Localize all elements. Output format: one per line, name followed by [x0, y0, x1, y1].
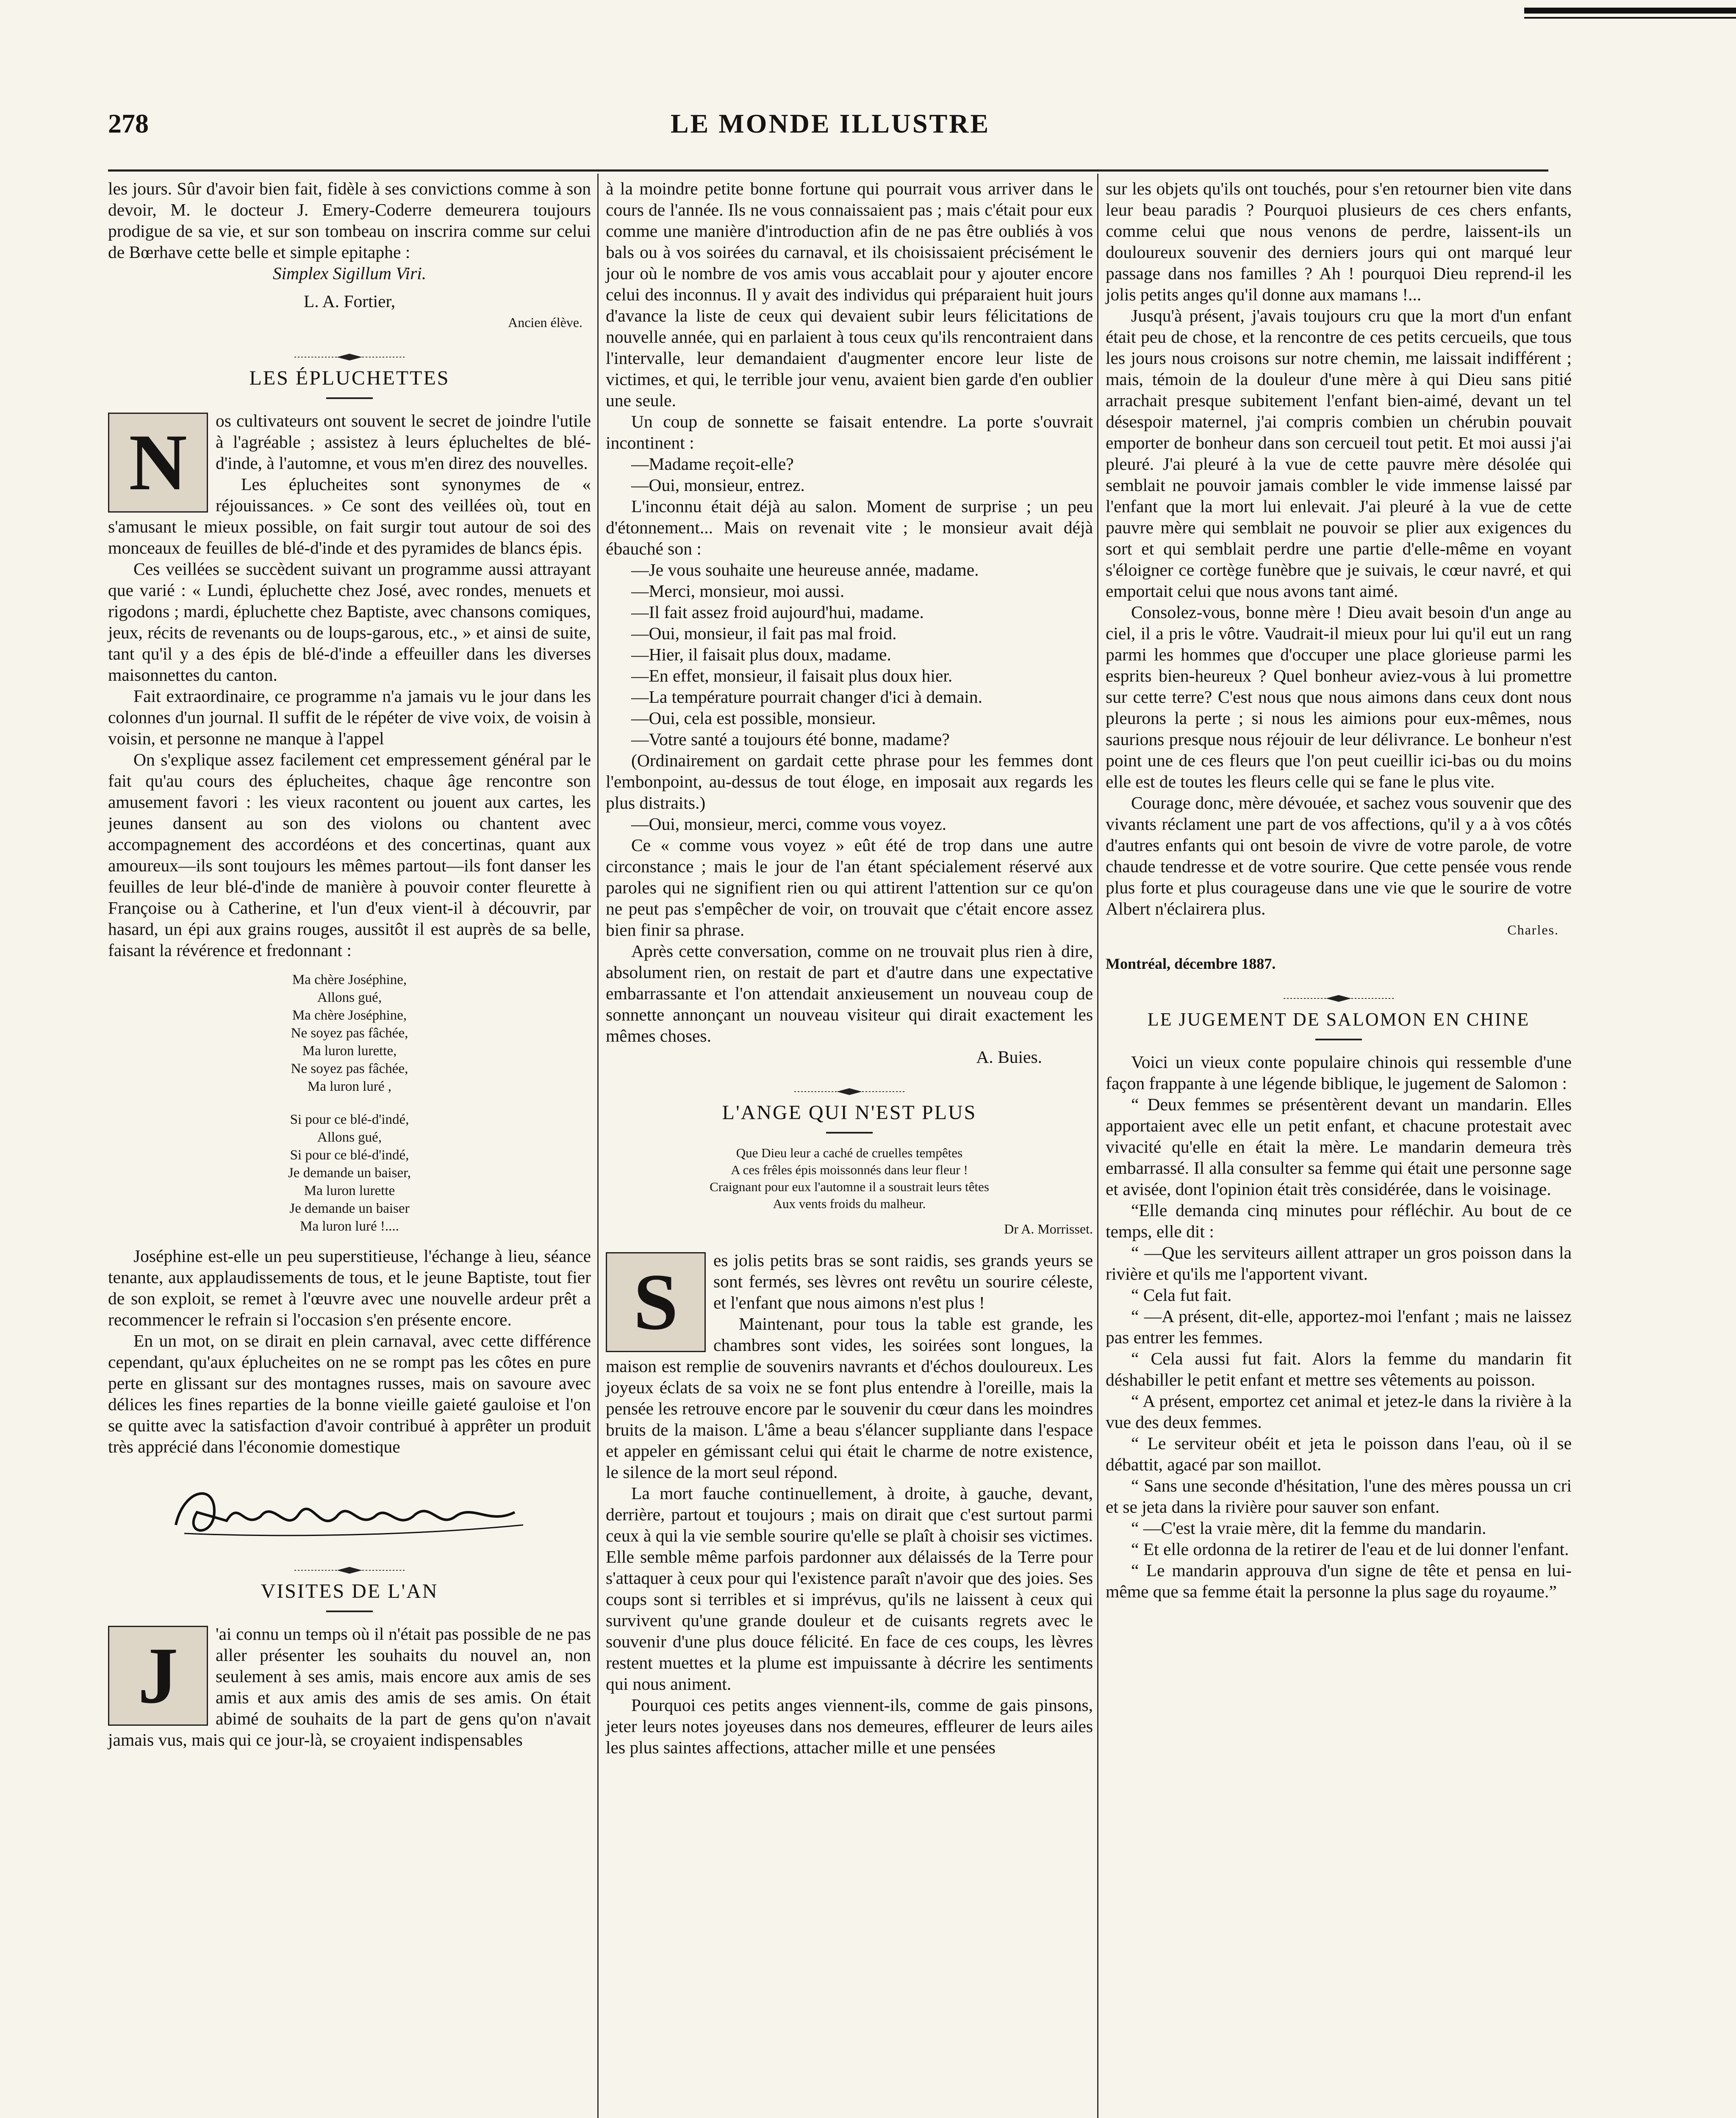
epigraph-line: Que Dieu leur a caché de cruelles tempêtes — [736, 1145, 963, 1160]
paragraph: “ Deux femmes se présentèrent devant un mandarin. Elles apportaient avec elle un petit enfant, et chacune protestait avec vivacité qu'elle en était la mère. Le mandarin demeura très embarrassé. Il alla consulter sa femme qui était une personne sage et avisée, dont l'opinion était très considérée, dans le voisinage. — [1106, 1095, 1572, 1199]
column-3 — [1106, 178, 1572, 1602]
poem-line: Je demande un baiser, — [288, 1165, 411, 1181]
paragraph: es jolis petits bras se sont raidis, ses grands yeurs se sont fermés, ses lèvres ont revêtu un sourire céleste, et l'enfant que nous aimons n'est plus ! — [713, 1250, 1093, 1312]
paragraph: “ Sans une seconde d'hésitation, l'une des mères poussa un cri et se jeta dans la rivière pour sauver son enfant. — [1106, 1476, 1572, 1516]
paragraph: —Oui, monsieur, merci, comme vous voyez. — [631, 814, 947, 834]
paragraph: Consolez-vous, bonne mère ! Dieu avait besoin d'un ange au ciel, il a pris le vôtre. Vaudrait-il mieux pour lui qu'il eut un rang parmi les hommes que d'occuper une place glorieuse parmi les esprits bien-heureux ? Quel bonheur aviez-vous à lui promettre sur cette terre? C'est nous que nous aimons dans ceux dont nous pleurons la perte ; si nous les aimions pour eux-mêmes, nous saurions presque nous réjouir de leur délivrance. Le bonheur n'est point une de ces fleurs que l'on peut cueillir ici-bas ou du moins elle est de toutes les fleurs celle qui se fane le plus vite. — [1106, 602, 1572, 791]
section-ornament — [1106, 986, 1572, 996]
paragraph: à la moindre petite bonne fortune qui pourrait vous arriver dans le cours de l'année. Ils ne vous connaissaient pas ; mais c'était pour eux comme une manière d'introduction afin de ne pas être oubliés à vos bals ou à vos soirées du carnaval, et ils choisissaient précisément le jour où le nombre de vos amis vous accablait pour y ajouter encore celui des inconnus. Il y avait des individus qui préparaient huit jours d'avance la liste de ceux qui devaient subir leurs félicitations de nouvelle année, qui en parlaient à tous ceux qu'ils rencontraient dans l'intervalle, leur demandaient d'augmenter encore leur liste de victimes, et qui, le terrible jour venu, avaient bien garde d'en oublier une seule. — [606, 179, 1093, 410]
epigraph-line: A ces frêles épis moissonnés dans leur fleur ! — [731, 1162, 968, 1177]
paragraph: On s'explique assez facilement cet empressement général par le fait qu'au cours des éplucheites, chaque âge rencontre son amusement favori : les vieux racontent ou jouent aux cartes, les jeunes dansent au son des violons ou chantent avec accompagnement des accordéons et des concertinas, quant aux amoureux—ils sont toujours les mêmes partout—ils font danser les feuilles de leur blé-d'inde de manière à pouvoir conter fleurette à Françoise ou à Catherine, et l'un d'eux vient-il à découvrir, par hasard, un épi aux grains rouges, aussitôt il est auprès de sa belle, faisant la révérence et fredonnant : — [108, 750, 591, 960]
paragraph: La mort fauche continuellement, à droite, à gauche, devant, derrière, partout et toujours ; mais on dirait que c'est surtout parmi ceux à qui la vie semble sourire qu'elle se plaît à choisir ses victimes. Elle semble même parfois pardonner aux délaissés de la Terre pour s'attaquer à ceux pour qui l'existence paraît n'avoir que des joies. Ses coups sont si terribles et si imprévus, qu'ils ne laissent à ceux qui survivent qu'une grande douleur et de cuisants regrets avec le souvenir d'une plus douce félicité. En face de ces coups, les lèvres restent muettes et la plume est impuissante à décrire les sentiments qui nous animent. — [606, 1483, 1093, 1694]
epitaph: Simplex Sigillum Viri. — [272, 263, 427, 283]
paragraph: “Elle demanda cinq minutes pour réfléchir. Au bout de ce temps, elle dit : — [1106, 1200, 1572, 1241]
paragraph: “ Cela fut fait. — [1131, 1285, 1232, 1305]
title-rule — [326, 397, 373, 399]
paragraph: Après cette conversation, comme on ne trouvait plus rien à dire, absolument rien, on restait de part et d'autre dans une expectative embarrassante et l'on attendait anxieusement un nouveau coup de sonnette annonçant un nouveau visiteur qui dirait exactement les mêmes choses. — [606, 941, 1093, 1045]
paragraph: “ Cela aussi fut fait. Alors la femme du mandarin fit déshabiller le petit enfant et mettre ses vêtements au poisson. — [1106, 1349, 1572, 1389]
poem-line: Si pour ce blé-d'indé, — [290, 1148, 409, 1163]
column-divider — [1097, 174, 1098, 2118]
epigraph — [606, 1145, 1093, 1212]
paragraph: Pourquoi ces petits anges viennent-ils, comme de gais pinsons, jeter leurs notes joyeuses dans nos demeures, effleurer de leurs ailes les plus saintes affections, attacher mille et une pensées — [606, 1695, 1093, 1757]
paragraph: “ —C'est la vraie mère, dit la femme du mandarin. — [1131, 1518, 1486, 1538]
section-ornament — [108, 345, 591, 355]
paragraph: “ A présent, emportez cet animal et jetez-le dans la rivière à la vue des deux femmes. — [1106, 1391, 1572, 1432]
paragraph: Jusqu'à présent, j'avais toujours cru que la mort d'un enfant était peu de chose, et la rencontre de ces petits cercueils, que tous les jours nous croisons sur notre chemin, me laissait indifférent ; mais, témoin de la douleur d'une mère à qui Dieu sans pitié arrachait presque subitement l'enfant bien-aimé, devant un tel désespoir maternel, j'ai compris combien un chérubin pouvait emporter de bonheur dans son cercueil tout petit. Et moi aussi j'ai pleuré. J'ai pleuré à la vue de cette pauvre mère désolée qui semblait ne pouvoir jamais combler le vide immense laissé par l'enfant que la mort lui enlevait. J'ai pleuré à la vue de cette pauvre mère qui semblait ne pouvoir se plier aux exigences du sort et qui semblait perdre une partie d'elle-même en voyant s'éloigner ce cortège funèbre que je suivais, le cœur navré, et qui emportait celui que nous avons tant aimé. — [1106, 306, 1572, 601]
paragraph: L'inconnu était déjà au salon. Moment de surprise ; un peu d'étonnement... Mais on revenait vite ; le monsieur avait déjà ébauché son : — [606, 496, 1093, 558]
paragraph: “ Et elle ordonna de la retirer de l'eau et de lui donner l'enfant. — [1131, 1539, 1569, 1559]
column-2 — [606, 178, 1093, 1758]
paragraph: Un coup de sonnette se faisait entendre. La porte s'ouvrait incontinent : — [606, 412, 1093, 452]
epigraph-author: Dr A. Morrisset. — [1004, 1221, 1093, 1236]
paragraph: Maintenant, pour tous la table est grande, les chambres sont vides, les soirées sont longues, la maison est remplie de souvenirs navrants et d'échos douloureux. Les joyeux éclats de sa voix ne se font plus entendre à l'oreille, mais la pensée les retrouve encore par le souvenir du cœur dans les moindres bruits de la maison. L'âme a beau s'élancer suppliante dans l'espace et appeler en gémissant celui qui était le charme de notre existence, le silence de la mort seul répond. — [606, 1314, 1093, 1482]
paragraph: —Madame reçoit-elle? — [631, 454, 794, 474]
paragraph: Voici un vieux conte populaire chinois qui ressemble d'une façon frappante à une légende biblique, le jugement de Salomon : — [1106, 1052, 1572, 1093]
paragraph: Ces veillées se succèdent suivant un programme aussi attrayant que varié : « Lundi, épluchette chez José, avec rondes, menuets et rigodons ; mardi, épluchette chez Baptiste, avec chansons comiques, jeux, récits de revenants ou de loups-garous, etc., » et ainsi de suite, tant qu'il y a des épis de blé-d'inde a effeuiller dans les diverses maisonnettes du canton. — [108, 559, 591, 685]
corner-rule-thin — [1524, 17, 1736, 19]
poem-line: Ma chère Joséphine, — [292, 1008, 407, 1023]
paragraph: —Oui, monsieur, il fait pas mal froid. — [631, 624, 897, 643]
paragraph: —Oui, cela est possible, monsieur. — [631, 708, 876, 728]
paragraph: sur les objets qu'ils ont touchés, pour s'en retourner bien vite dans leur beau paradis ? Pourquoi plusieurs de ces chers enfants, comme celui que nous venons de perdre, laissent-ils un douloureux souvenir des derniers jours qui ont marqué leur passage dans nos familles ? Ah ! pourquoi Dieu reprend-il les jolis petits anges qu'il donne aux mamans !... — [1106, 179, 1572, 304]
dropcap-letter: S — [606, 1252, 706, 1352]
poem-line: Ne soyez pas fâchée, — [291, 1061, 408, 1076]
paragraph: —Je vous souhaite une heureuse année, madame. — [631, 560, 979, 579]
article-title: LE JUGEMENT DE SALOMON EN CHINE — [1147, 1009, 1530, 1030]
paragraph: os cultivateurs ont souvent le secret de joindre l'utile à l'agréable ; assistez à leurs éplucheltes de blé-d'inde, à l'automne, et vous m'en direz des nouvelles. — [216, 411, 591, 473]
paragraph: (Ordinairement on gardait cette phrase pour les femmes dont l'embonpoint, au-dessus de tout éloge, en imposait aux regards les plus distraits.) — [606, 751, 1093, 812]
poem-line: Si pour ce blé-d'indé, — [290, 1112, 409, 1127]
corner-rule — [1524, 8, 1736, 14]
section-ornament — [606, 1079, 1093, 1089]
paragraph: “ —Que les serviteurs aillent attraper un gros poisson dans la rivière et qu'ils me l'apportent vivant. — [1106, 1243, 1572, 1284]
handwritten-signature — [159, 1474, 540, 1546]
article-title: LES ÉPLUCHETTES — [249, 367, 450, 389]
page-number: 278 — [108, 108, 149, 139]
column-divider — [597, 174, 599, 2118]
title-rule — [826, 1132, 873, 1134]
poem-stanza — [108, 971, 591, 1235]
journal-title: LE MONDE ILLUSTRE — [670, 108, 990, 139]
title-rule — [326, 1611, 373, 1612]
paragraph: Joséphine est-elle un peu superstitieuse, l'échange à lieu, séance tenante, aux applaudissements de tous, et le jeune Baptiste, tout fier de son exploit, se remet à l'œuvre avec une nouvelle ardeur prêt a recommencer le refrain si l'occasion s'en présente encore. — [108, 1246, 591, 1329]
poem-line: Ma chère Joséphine, — [292, 972, 407, 987]
paragraph: —En effet, monsieur, il faisait plus doux hier. — [631, 666, 953, 685]
poem-line: Ne soyez pas fâchée, — [291, 1026, 408, 1041]
signature-name: L. A. Fortier, — [303, 291, 396, 311]
paragraph: —La température pourrait changer d'ici à demain. — [631, 687, 983, 707]
signature-role: Ancien élève. — [508, 315, 582, 330]
poem-line: Ma luron luré !.... — [300, 1219, 399, 1234]
epigraph-line: Aux vents froids du malheur. — [773, 1196, 926, 1211]
article-title: VISITES DE L'AN — [261, 1580, 438, 1602]
paragraph: Ce « comme vous voyez » eût été de trop dans une autre circonstance ; mais le jour de l'an étant spécialement réservé aux paroles qui ne signifient rien ou qui attirent l'attention sur ce qu'on ne peut pas s'empêcher de voir, on trouvait que c'était encore assez bien finir sa phrase. — [606, 835, 1093, 940]
poem-line: Allons gué, — [317, 990, 382, 1005]
page-header — [108, 108, 1553, 155]
article-signature: A. Buies. — [976, 1047, 1042, 1067]
poem-line: Ma luron luré , — [308, 1079, 391, 1094]
paragraph: Courage donc, mère dévouée, et sachez vous souvenir que des vivants réclament une part de vos affections, qu'il y a à vos côtés d'autres enfants qui ont besoin de vivre de votre parole, de votre chaude tendresse et de votre sourire. Que cette pensée vous rende plus forte et plus courageuse dans une vie que le sourire de votre Albert n'éclairera plus. — [1106, 793, 1572, 918]
paragraph: —Il fait assez froid aujourd'hui, madame. — [631, 602, 924, 622]
paragraph: “ —A présent, dit-elle, apportez-moi l'enfant ; mais ne laissez pas entrer les femmes. — [1106, 1306, 1572, 1347]
poem-line: Allons gué, — [317, 1130, 382, 1145]
paragraph: les jours. Sûr d'avoir bien fait, fidèle à ses convictions comme à son devoir, M. le docteur J. Emery-Coderre demeurera toujours prodigue de sa vie, et sur son tombeau on inscrira comme sur celui de Bœrhave cette belle et simple epitaphe : — [108, 179, 591, 262]
header-rule — [108, 169, 1548, 172]
paragraph: Fait extraordinaire, ce programme n'a jamais vu le jour dans les colonnes d'un journal. Il suffit de le répéter de vive voix, de voisin à voisin, et personne ne manque à l'appel — [108, 686, 591, 748]
paragraph: Les éplucheites sont synonymes de « réjouissances. » Ce sont des veillées où, tout en s'amusant le mieux possible, on fait surgir tout autour de soi des monceaux de feuilles de blé-d'inde et des pyramides de blancs épis. — [108, 474, 591, 557]
paragraph: “ Le mandarin approuva d'un signe de tête et pensa en lui-même que sa femme était la personne la plus sage du royaume.” — [1106, 1561, 1572, 1601]
poem-line: Je demande un baiser — [289, 1201, 410, 1216]
paragraph: —Merci, monsieur, moi aussi. — [631, 581, 845, 601]
article-title: L'ANGE QUI N'EST PLUS — [722, 1101, 977, 1124]
article-signature: Charles. — [1507, 922, 1559, 937]
poem-line: Ma luron lurette, — [302, 1043, 397, 1059]
paragraph: —Hier, il faisait plus doux, madame. — [631, 645, 891, 664]
paragraph: —Votre santé a toujours été bonne, madame? — [631, 729, 950, 749]
column-1 — [108, 178, 591, 1750]
paragraph: En un mot, on se dirait en plein carnaval, avec cette différence cependant, qu'aux éplucheites on ne se rompt pas les côtes en pure perte en glissant sur des montagnes russes, mais on savoure avec délices les fines reparties de la bonne vieille gaieté gauloise et l'on se quitte avec la satisfaction d'avoir contribué à apprêter un produit très apprécié dans l'économie domestique — [108, 1331, 591, 1456]
poem-line: Ma luron lurette — [304, 1183, 395, 1198]
dropcap-letter: N — [108, 413, 208, 513]
dropcap-letter: J — [108, 1626, 208, 1726]
paragraph: “ Le serviteur obéit et jeta le poisson dans l'eau, où il se débattit, agacé par son maillot. — [1106, 1433, 1572, 1474]
epigraph-line: Craignant pour eux l'automne il a soustrait leurs têtes — [710, 1179, 989, 1194]
title-rule — [1315, 1039, 1362, 1040]
paragraph: 'ai connu un temps où il n'était pas possible de ne pas aller présenter les souhaits du nouvel an, non seulement à ses amis, mais encore aux amis de ses amis et aux amis des amis de ses amis. On était abimé de souhaits de la part de gens qu'on n'avait jamais vus, mais qui ce jour-là, se croyaient indispensables — [108, 1624, 591, 1749]
place-date: Montréal, décembre 1887. — [1106, 955, 1276, 972]
section-ornament — [108, 1558, 591, 1568]
paragraph: —Oui, monsieur, entrez. — [631, 475, 805, 495]
